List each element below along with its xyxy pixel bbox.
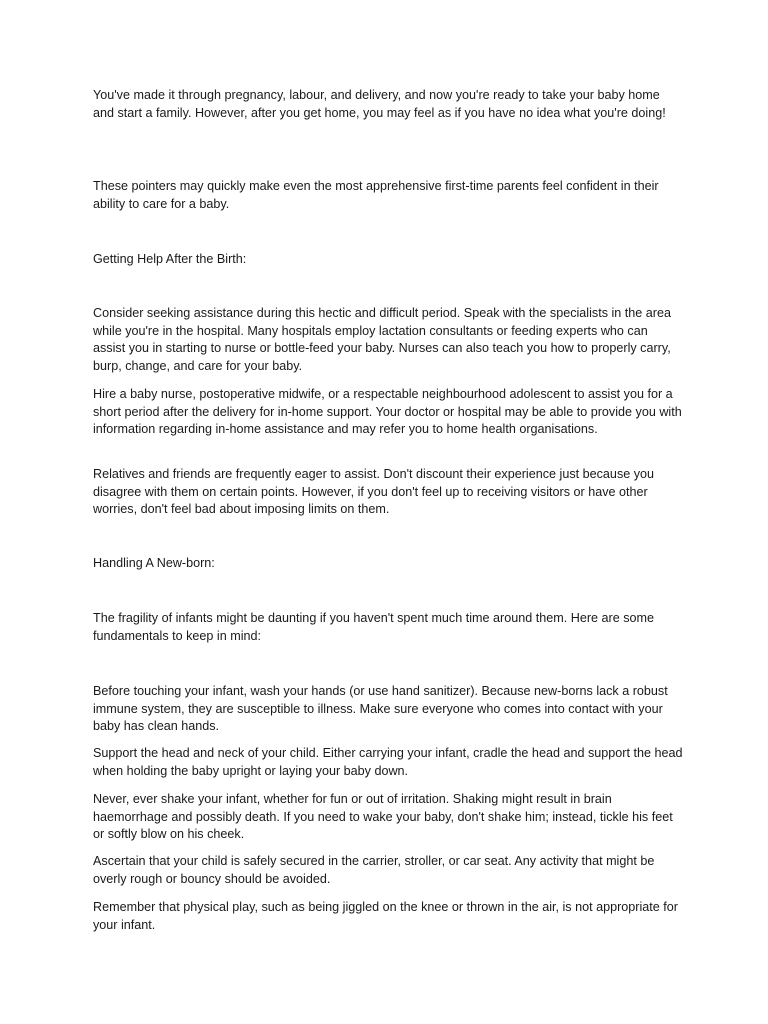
paragraph-fragility: The fragility of infants might be daunting if you haven't spent much time around them. Here are some fundamentals to keep in mind: [93,611,655,643]
paragraph-support: Support the head and neck of your child. Either carrying your infant, cradle the head and support the head when holding the baby upright or laying your baby down. [93,746,683,778]
paragraph-intro: You've made it through pregnancy, labour, and delivery, and now you're ready to take your baby home and start a family. However, after you get home, you may feel as if you have no idea what you're doing! [93,88,666,120]
section-heading-help: Getting Help After the Birth: [93,252,247,266]
paragraph-hire: Hire a baby nurse, postoperative midwife, or a respectable neighbourhood adolescent to assist you for a short period after the delivery for in-home support. Your doctor or hospital may be able to provide you with information regarding in-home assistance and may refer you to home health organisations. [93,387,682,437]
paragraph-pointers: These pointers may quickly make even the most apprehensive first-time parents feel confident in their ability to care for a baby. [93,179,659,211]
paragraph-secured: Ascertain that your child is safely secured in the carrier, stroller, or car seat. Any activity that might be overly rough or bouncy should be avoided. [93,854,655,886]
paragraph-play: Remember that physical play, such as being jiggled on the knee or thrown in the air, is not appropriate for your infant. [93,900,679,932]
paragraph-assistance: Consider seeking assistance during this hectic and difficult period. Speak with the specialists in the area while you're in the hospital. Many hospitals employ lactation consultants or feeding experts who can assist you in starting to nurse or bottle-feed your baby. Nurses can also teach you how to properly carry, burp, change, and care for your baby. [93,306,672,373]
paragraph-shake: Never, ever shake your infant, whether for fun or out of irritation. Shaking might result in brain haemorrhage and possibly death. If you need to wake your baby, don't shake him; instead, tickle his feet or softly blow on his cheek. [93,792,673,842]
paragraph-relatives: Relatives and friends are frequently eager to assist. Don't discount their experience just because you disagree with them on certain points. However, if you don't feel up to receiving visitors or have other worries, don't feel bad about imposing limits on them. [93,467,655,517]
section-heading-handling: Handling A New-born: [93,556,215,570]
paragraph-wash: Before touching your infant, wash your hands (or use hand sanitizer). Because new-borns lack a robust immune system, they are susceptible to illness. Make sure everyone who comes into contact with your baby has clean hands. [93,684,668,734]
